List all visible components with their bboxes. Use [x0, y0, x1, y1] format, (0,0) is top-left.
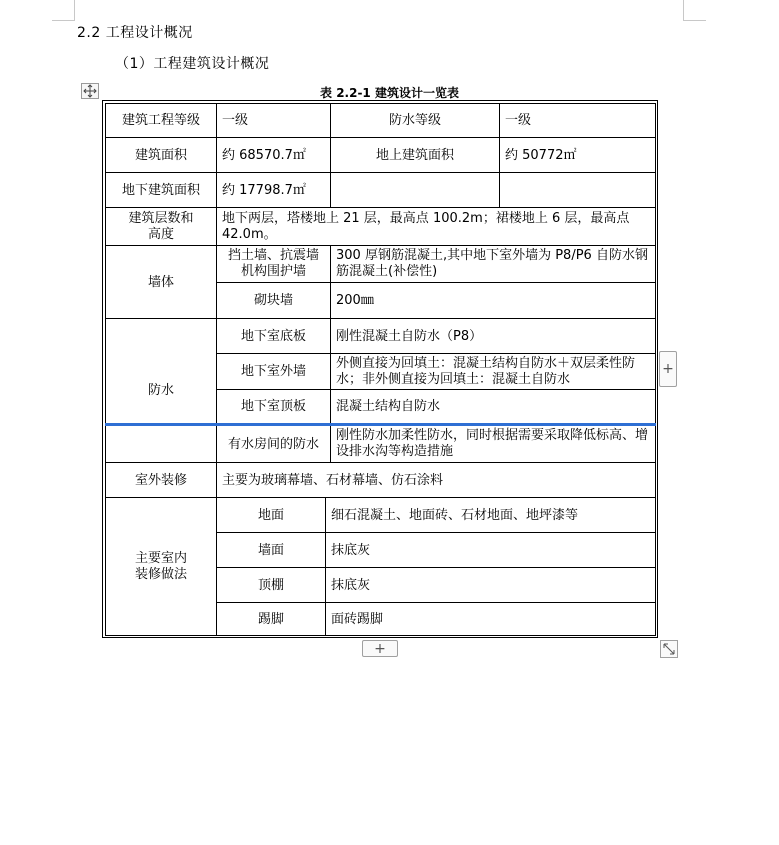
wall-value-retaining: 300 厚钢筋混凝土,其中地下室外墙为 P8/P6 自防水钢筋混凝土(补偿性) — [336, 248, 648, 279]
subsection-heading: （1）工程建筑设计概况 — [115, 56, 270, 72]
table-caption: 表 2.2-1 建筑设计一览表 — [320, 86, 459, 100]
label-exterior-finish: 室外装修 — [134, 472, 187, 488]
page-margin-corner-right — [683, 0, 706, 21]
waterproof-value-outer-wall: 外侧直接为回填土：混凝土结构自防水＋双层柔性防水；非外侧直接为回填土：混凝土自防水 — [336, 355, 636, 387]
label-building-grade: 建筑工程等级 — [121, 113, 200, 128]
value-building-area: 约 68570.7㎡ — [222, 147, 306, 163]
waterproof-sub-roof: 地下室顶板 — [240, 399, 306, 414]
interior-value-skirting: 面砖踢脚 — [331, 612, 384, 627]
label-waterproof-grade: 防水等级 — [388, 113, 441, 128]
waterproof-sub-floor: 地下室底板 — [240, 328, 306, 344]
label-building-area: 建筑面积 — [134, 147, 187, 163]
interior-sub-wall: 墙面 — [257, 542, 284, 558]
waterproof-sub-wet-rooms: 有水房间的防水 — [227, 436, 319, 452]
interior-value-ceiling: 抹底灰 — [331, 577, 371, 593]
value-floors-height: 地下两层，塔楼地上 21 层，最高点 100.2m；裙楼地上 6 层，最高点 42.0m。 — [222, 210, 630, 242]
waterproof-value-roof: 混凝土结构自防水 — [336, 399, 441, 414]
interior-sub-ceiling: 顶棚 — [257, 577, 284, 593]
interior-sub-floor: 地面 — [257, 507, 284, 523]
wall-sub-block: 砌块墙 — [253, 293, 293, 308]
section-heading: 2.2 工程设计概况 — [77, 25, 193, 41]
add-row-button[interactable]: + — [362, 640, 398, 657]
interior-value-wall: 抹底灰 — [331, 542, 371, 558]
label-waterproofing: 防水 — [147, 383, 174, 398]
table-resize-icon[interactable] — [660, 640, 678, 658]
label-interior-finish: 主要室内装修做法 — [134, 551, 187, 582]
wall-value-block: 200㎜ — [336, 293, 374, 308]
value-exterior-finish: 主要为玻璃幕墙、石材幕墙、仿石涂料 — [222, 472, 444, 488]
label-wall: 墙体 — [147, 274, 174, 290]
row-selection-indicator — [105, 423, 656, 426]
waterproof-sub-outer-wall: 地下室外墙 — [240, 364, 306, 379]
value-underground-area: 约 17798.7㎡ — [222, 182, 306, 198]
wall-sub-retaining: 挡土墙、抗震墙机构围护墙 — [227, 248, 319, 279]
page-margin-corner-left — [52, 0, 75, 21]
value-waterproof-grade: 一级 — [505, 113, 532, 128]
waterproof-value-floor: 刚性混凝土自防水（P8） — [336, 328, 483, 344]
label-underground-area: 地下建筑面积 — [121, 182, 200, 198]
waterproof-value-wet-rooms: 刚性防水加柔性防水，同时根据需要采取降低标高、增设排水沟等构造措施 — [336, 428, 649, 459]
table-move-handle-icon[interactable] — [81, 83, 99, 99]
interior-value-floor: 细石混凝土、地面砖、石材地面、地坪漆等 — [331, 507, 579, 523]
label-above-ground-area: 地上建筑面积 — [375, 147, 454, 163]
value-above-ground-area: 约 50772㎡ — [505, 147, 577, 163]
add-column-button[interactable]: + — [659, 351, 677, 387]
label-floors-height: 建筑层数和高度 — [128, 210, 194, 242]
interior-sub-skirting: 踢脚 — [257, 612, 284, 627]
value-building-grade: 一级 — [222, 113, 249, 128]
